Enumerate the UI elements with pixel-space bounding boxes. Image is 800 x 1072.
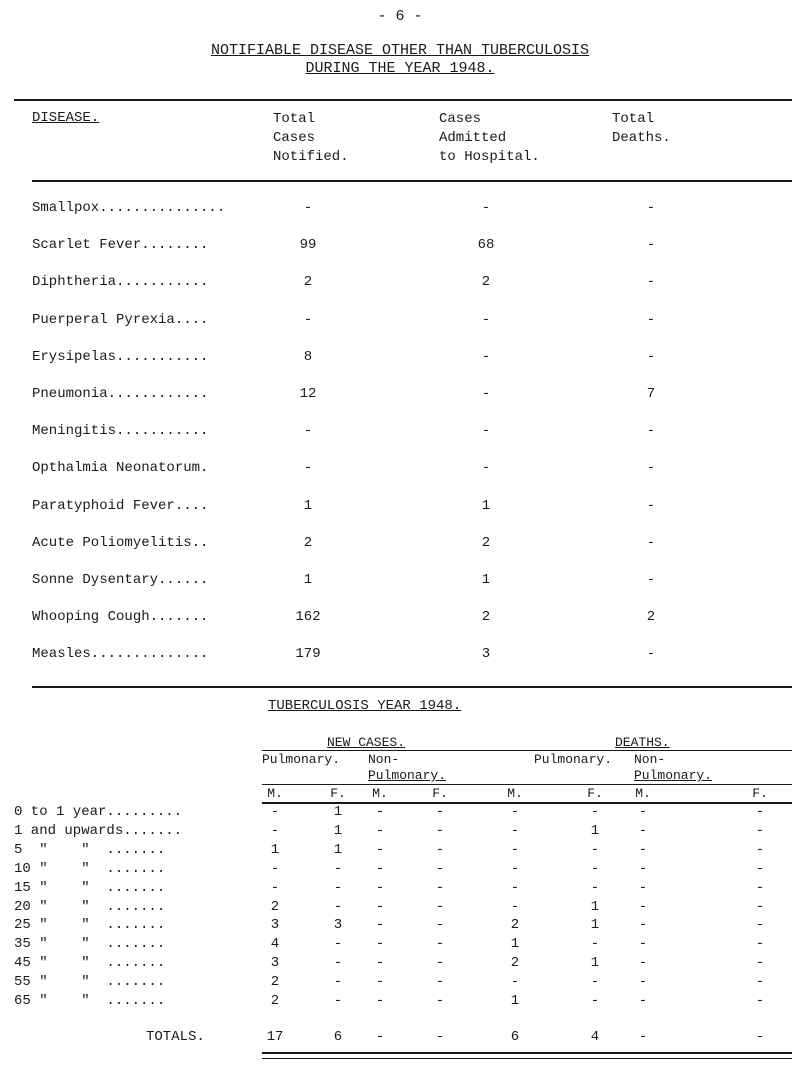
notified-count: 99 — [299, 237, 317, 253]
sex-label: M. — [267, 786, 283, 801]
sex-label: M. — [635, 786, 651, 801]
tb-cell: - — [375, 804, 385, 820]
disease-name: Acute Poliomyelitis.. — [32, 535, 209, 551]
age-group-label: 20 " " ....... — [14, 899, 166, 915]
tb-cell: - — [638, 804, 648, 820]
deaths-count: - — [646, 274, 656, 290]
tb-cell: - — [755, 823, 765, 839]
page-number: - 6 - — [377, 8, 423, 25]
tb-cell: - — [435, 993, 445, 1009]
tb-cell: - — [638, 955, 648, 971]
notified-count: - — [303, 200, 313, 216]
tb-title: TUBERCULOSIS YEAR 1948. — [268, 698, 462, 714]
tb-cell: - — [755, 804, 765, 820]
disease-name: Paratyphoid Fever.... — [32, 498, 209, 514]
admitted-count: - — [481, 386, 491, 402]
tb-cell: 1 — [333, 842, 343, 858]
tb-cell: - — [755, 899, 765, 915]
disease-name: Meningitis........... — [32, 423, 209, 439]
disease-table-bottom-rule — [32, 686, 792, 688]
tb-cell: - — [375, 974, 385, 990]
admitted-count: 3 — [481, 646, 491, 662]
tb-cell: 2 — [270, 899, 280, 915]
tb-cell: - — [590, 974, 600, 990]
tb-cell: - — [755, 880, 765, 896]
tb-total-cell: 17 — [266, 1029, 284, 1045]
admitted-count: - — [481, 423, 491, 439]
disease-name: Opthalmia Neonatorum. — [32, 460, 209, 476]
tb-cell: - — [270, 861, 280, 877]
tb-cell: - — [638, 993, 648, 1009]
notified-count: 162 — [295, 609, 321, 625]
sex-label: F. — [330, 786, 346, 801]
tb-deaths-pulmonary: Pulmonary. — [534, 752, 613, 767]
disease-name: Scarlet Fever........ — [32, 237, 209, 253]
admitted-count: - — [481, 200, 491, 216]
tb-cell: 1 — [590, 823, 600, 839]
tb-cell: 1 — [270, 842, 280, 858]
tb-cell: - — [375, 823, 385, 839]
tb-cell: - — [375, 955, 385, 971]
deaths-count: - — [646, 572, 656, 588]
tb-cell: - — [435, 880, 445, 896]
tb-cell: - — [638, 936, 648, 952]
tb-cell: - — [638, 842, 648, 858]
notified-count: - — [303, 312, 313, 328]
notified-count: 8 — [303, 349, 313, 365]
tb-cell: - — [590, 804, 600, 820]
admitted-count: 2 — [481, 274, 491, 290]
tb-cell: - — [333, 936, 343, 952]
tb-rule-2 — [262, 784, 792, 785]
tb-new-pulmonary: Pulmonary. — [262, 752, 341, 767]
tb-cell: - — [590, 936, 600, 952]
tb-cell: - — [435, 955, 445, 971]
deaths-count: - — [646, 535, 656, 551]
disease-name: Smallpox............... — [32, 200, 226, 216]
deaths-count: - — [646, 349, 656, 365]
age-group-label: 55 " " ....... — [14, 974, 166, 990]
age-group-label: 0 to 1 year......... — [14, 804, 183, 820]
admitted-count: 68 — [477, 237, 495, 253]
deaths-count: - — [646, 498, 656, 514]
tb-cell: - — [435, 899, 445, 915]
tb-cell: - — [270, 823, 280, 839]
tb-total-cell: - — [755, 1029, 765, 1045]
tb-cell: - — [375, 880, 385, 896]
tb-cell: - — [333, 880, 343, 896]
tb-total-cell: - — [638, 1029, 648, 1045]
tb-cell: - — [510, 899, 520, 915]
notified-count: - — [303, 423, 313, 439]
tb-cell: - — [638, 861, 648, 877]
deaths-count: - — [646, 460, 656, 476]
tb-cell: - — [510, 804, 520, 820]
disease-name: Puerperal Pyrexia.... — [32, 312, 209, 328]
age-group-label: 1 and upwards....... — [14, 823, 183, 839]
tb-cell: - — [435, 842, 445, 858]
tb-cell: 1 — [333, 804, 343, 820]
tb-cell: 1 — [510, 936, 520, 952]
tb-cell: - — [638, 917, 648, 933]
tb-new-non-pulmonary: Non- Pulmonary. — [368, 752, 447, 783]
sex-label: M. — [372, 786, 388, 801]
tb-cell: - — [333, 899, 343, 915]
tb-cell: - — [270, 880, 280, 896]
notified-count: 179 — [295, 646, 321, 662]
tb-cell: - — [755, 993, 765, 1009]
tb-cell: - — [375, 899, 385, 915]
tb-cell: 1 — [590, 955, 600, 971]
tb-total-cell: 6 — [333, 1029, 343, 1045]
disease-name: Diphtheria........... — [32, 274, 209, 290]
tb-cell: - — [755, 955, 765, 971]
tb-total-cell: - — [435, 1029, 445, 1045]
tb-cell: - — [510, 861, 520, 877]
deaths-count: 7 — [646, 386, 656, 402]
tb-cell: 2 — [270, 974, 280, 990]
tb-totals-label: TOTALS. — [146, 1029, 205, 1045]
tb-cell: - — [638, 880, 648, 896]
tb-bottom-rule-2 — [262, 1058, 792, 1059]
notified-count: 1 — [303, 572, 313, 588]
age-group-label: 35 " " ....... — [14, 936, 166, 952]
tb-cell: 2 — [510, 917, 520, 933]
tb-cell: - — [755, 936, 765, 952]
col-header-disease: DISEASE. — [32, 110, 100, 126]
tb-cell: - — [435, 861, 445, 877]
deaths-count: - — [646, 237, 656, 253]
header-rule — [32, 180, 792, 182]
tb-cell: - — [510, 974, 520, 990]
tb-cell: 3 — [333, 917, 343, 933]
tb-cell: - — [375, 842, 385, 858]
tb-cell: - — [375, 936, 385, 952]
tb-cell: 3 — [270, 917, 280, 933]
tb-cell: - — [375, 861, 385, 877]
tb-cell: - — [638, 899, 648, 915]
tb-new-cases-header: NEW CASES. — [327, 735, 406, 750]
tb-cell: 3 — [270, 955, 280, 971]
notified-count: 2 — [303, 535, 313, 551]
col-header-notified: Total Cases Notified. — [273, 111, 349, 165]
tb-cell: - — [510, 823, 520, 839]
admitted-count: 1 — [481, 498, 491, 514]
tb-deaths-header: DEATHS. — [615, 735, 670, 750]
tb-cell: - — [435, 936, 445, 952]
notified-count: 1 — [303, 498, 313, 514]
admitted-count: 2 — [481, 609, 491, 625]
tb-cell: - — [755, 974, 765, 990]
admitted-count: 2 — [481, 535, 491, 551]
tb-cell: - — [638, 974, 648, 990]
tb-cell: - — [755, 917, 765, 933]
tb-cell: - — [435, 804, 445, 820]
tb-cell: 1 — [590, 899, 600, 915]
sex-label: M. — [507, 786, 523, 801]
age-group-label: 45 " " ....... — [14, 955, 166, 971]
tb-cell: - — [333, 955, 343, 971]
age-group-label: 15 " " ....... — [14, 880, 166, 896]
tb-cell: - — [333, 861, 343, 877]
tb-cell: - — [590, 861, 600, 877]
admitted-count: 1 — [481, 572, 491, 588]
age-group-label: 5 " " ....... — [14, 842, 166, 858]
disease-name: Measles.............. — [32, 646, 209, 662]
col-header-admitted: Cases Admitted to Hospital. — [439, 111, 540, 165]
deaths-count: - — [646, 646, 656, 662]
deaths-count: - — [646, 200, 656, 216]
notified-count: 2 — [303, 274, 313, 290]
tb-cell: - — [435, 917, 445, 933]
tb-cell: - — [375, 993, 385, 1009]
tb-cell: 2 — [510, 955, 520, 971]
tb-deaths-non-pulmonary: Non- Pulmonary. — [634, 752, 713, 783]
sex-label: F. — [587, 786, 603, 801]
tb-rule-1 — [262, 750, 792, 751]
sex-label: F. — [432, 786, 448, 801]
tb-cell: 1 — [510, 993, 520, 1009]
tb-cell: - — [590, 880, 600, 896]
tb-cell: - — [270, 804, 280, 820]
tb-cell: - — [510, 880, 520, 896]
notified-count: 12 — [299, 386, 317, 402]
page-title: NOTIFIABLE DISEASE OTHER THAN TUBERCULOSIS — [210, 42, 590, 59]
disease-name: Erysipelas........... — [32, 349, 209, 365]
sex-label: F. — [752, 786, 768, 801]
tb-cell: - — [755, 861, 765, 877]
deaths-count: - — [646, 423, 656, 439]
tb-total-cell: - — [375, 1029, 385, 1045]
tb-cell: - — [435, 823, 445, 839]
tb-cell: - — [435, 974, 445, 990]
tb-total-cell: 4 — [590, 1029, 600, 1045]
deaths-count: 2 — [646, 609, 656, 625]
tb-cell: - — [333, 993, 343, 1009]
disease-name: Whooping Cough....... — [32, 609, 209, 625]
disease-name: Pneumonia............ — [32, 386, 209, 402]
deaths-count: - — [646, 312, 656, 328]
tb-cell: 4 — [270, 936, 280, 952]
age-group-label: 10 " " ....... — [14, 861, 166, 877]
admitted-count: - — [481, 312, 491, 328]
tb-cell: - — [755, 842, 765, 858]
age-group-label: 25 " " ....... — [14, 917, 166, 933]
tb-cell: 1 — [590, 917, 600, 933]
tb-bottom-rule — [262, 1052, 792, 1054]
notified-count: - — [303, 460, 313, 476]
tb-cell: - — [590, 842, 600, 858]
admitted-count: - — [481, 460, 491, 476]
age-group-label: 65 " " ....... — [14, 993, 166, 1009]
page-subtitle: DURING THE YEAR 1948. — [305, 60, 495, 77]
col-header-deaths: Total Deaths. — [612, 111, 671, 146]
tb-cell: 1 — [333, 823, 343, 839]
tb-cell: - — [510, 842, 520, 858]
tb-cell: - — [590, 993, 600, 1009]
top-rule — [14, 99, 792, 101]
tb-cell: 2 — [270, 993, 280, 1009]
admitted-count: - — [481, 349, 491, 365]
disease-name: Sonne Dysentary...... — [32, 572, 209, 588]
tb-total-cell: 6 — [510, 1029, 520, 1045]
tb-cell: - — [333, 974, 343, 990]
tb-cell: - — [638, 823, 648, 839]
tb-cell: - — [375, 917, 385, 933]
